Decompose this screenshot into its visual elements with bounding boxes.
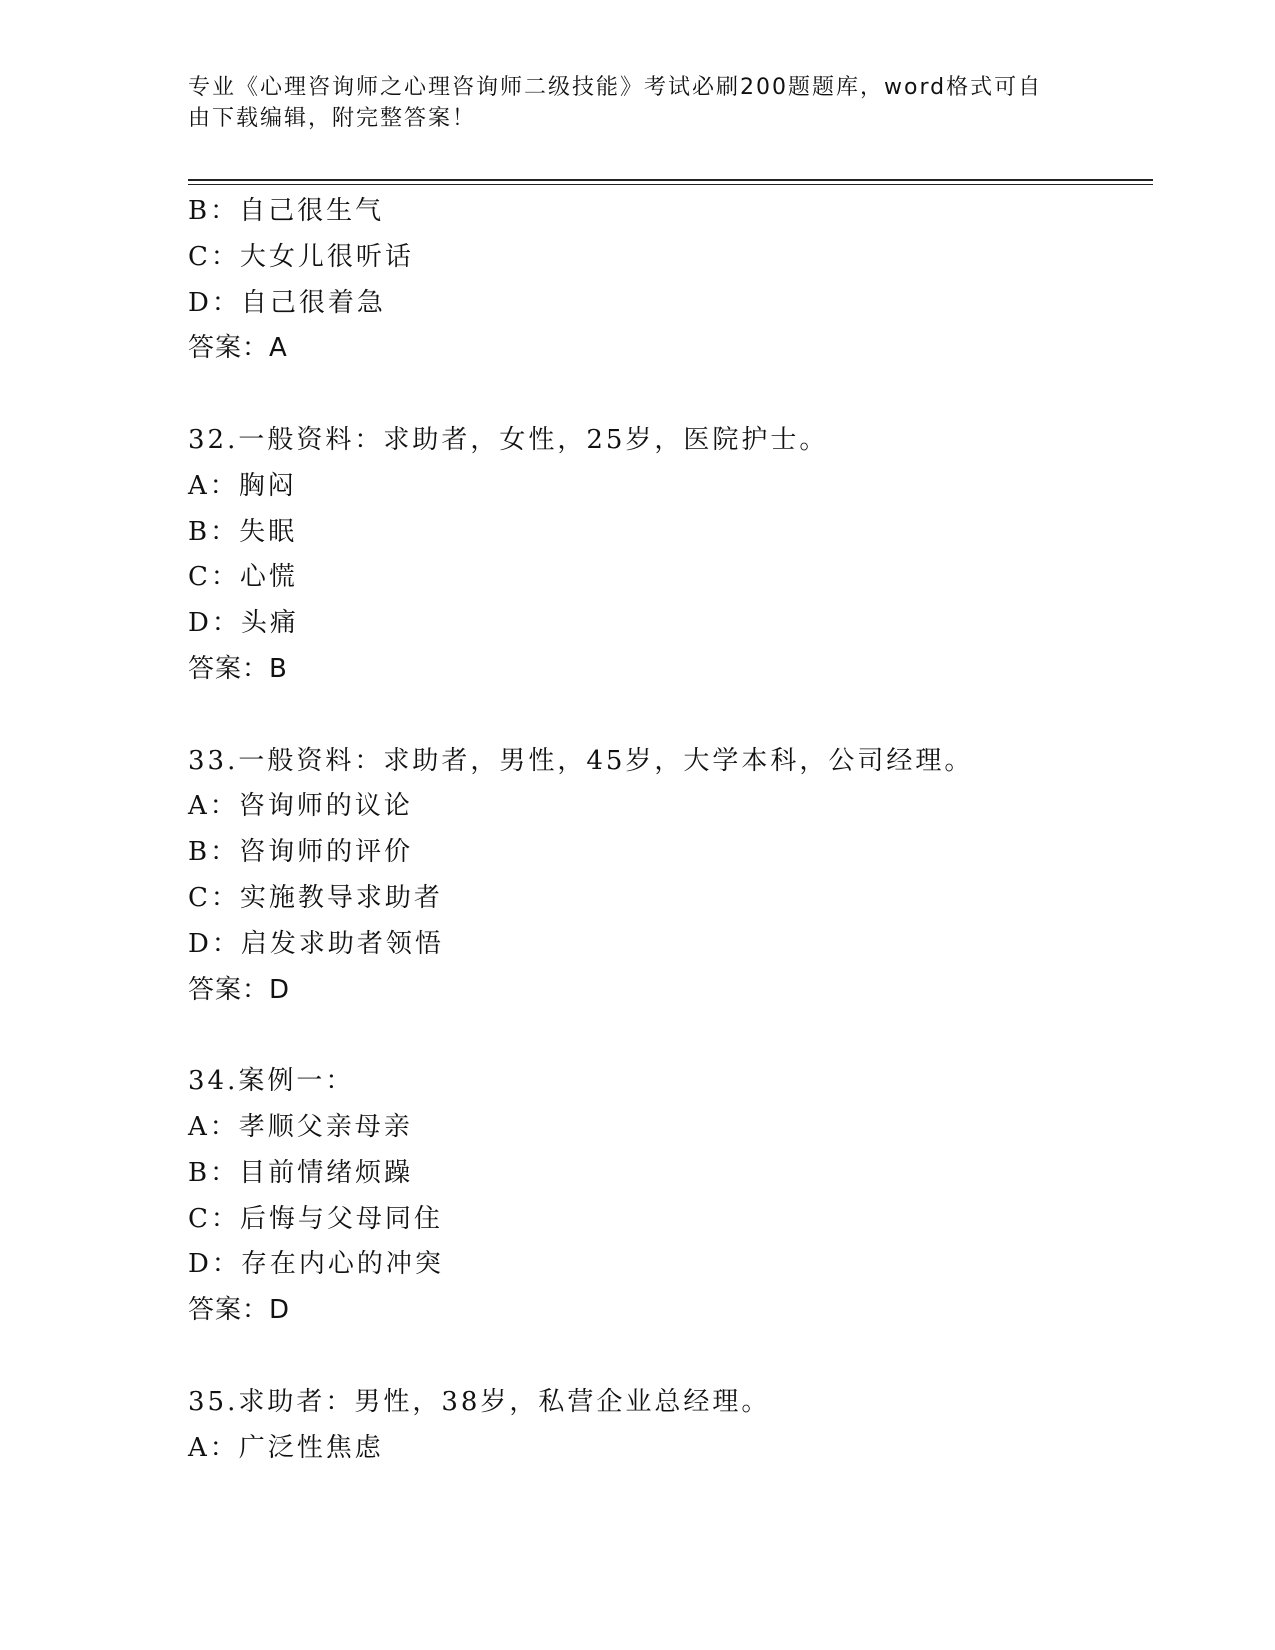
spacer bbox=[188, 372, 1153, 418]
document-header bbox=[188, 72, 1068, 134]
option-c: C：心慌 bbox=[188, 562, 298, 593]
option-a: A：咨询师的议论 bbox=[188, 791, 413, 822]
question-text: 35.求助者：男性，38岁，私营企业总经理。 bbox=[188, 1386, 771, 1417]
answer: 答案：B bbox=[188, 653, 288, 684]
option-a: A：广泛性焦虑 bbox=[188, 1432, 384, 1463]
question-text: 32.一般资料：求助者，女性，25岁，医院护士。 bbox=[188, 424, 829, 455]
option-d: D：头痛 bbox=[188, 608, 299, 639]
question-text: 34.案例一： bbox=[188, 1066, 355, 1097]
option-c: C：大女儿很听话 bbox=[188, 241, 414, 272]
answer: 答案：D bbox=[188, 1295, 291, 1326]
header-line-2: 由下载编辑，附完整答案！ bbox=[188, 106, 477, 131]
question-text: 33.一般资料：求助者，男性，45岁，大学本科，公司经理。 bbox=[188, 745, 974, 776]
header-rule-thin bbox=[188, 184, 1153, 185]
question-block-32 bbox=[188, 418, 1153, 693]
spacer bbox=[188, 693, 1153, 739]
spacer bbox=[188, 1334, 1153, 1380]
option-d: D：存在内心的冲突 bbox=[188, 1249, 444, 1280]
spacer bbox=[188, 1013, 1153, 1059]
question-block-35 bbox=[188, 1380, 1153, 1472]
option-b: B：失眠 bbox=[188, 516, 298, 547]
option-d: D：自己很着急 bbox=[188, 287, 386, 318]
option-b: B：目前情绪烦躁 bbox=[188, 1157, 414, 1188]
option-a: A：孝顺父亲母亲 bbox=[188, 1111, 413, 1142]
question-block-31 bbox=[188, 189, 1153, 372]
answer: 答案：A bbox=[188, 333, 288, 364]
question-list bbox=[188, 189, 1153, 1471]
option-d: D：启发求助者领悟 bbox=[188, 928, 444, 959]
option-a: A：胸闷 bbox=[188, 470, 297, 501]
answer: 答案：D bbox=[188, 974, 291, 1005]
option-b: B：自己很生气 bbox=[188, 196, 385, 226]
option-c: C：实施教导求助者 bbox=[188, 882, 443, 913]
option-c: C：后悔与父母同住 bbox=[188, 1203, 443, 1234]
question-block-34 bbox=[188, 1059, 1153, 1334]
option-b: B：咨询师的评价 bbox=[188, 837, 414, 868]
header-rule-thick bbox=[188, 179, 1153, 181]
header-line-1: 专业《心理咨询师之心理咨询师二级技能》考试必刷200题题库，word格式可自 bbox=[188, 75, 1043, 100]
question-block-33 bbox=[188, 739, 1153, 1014]
